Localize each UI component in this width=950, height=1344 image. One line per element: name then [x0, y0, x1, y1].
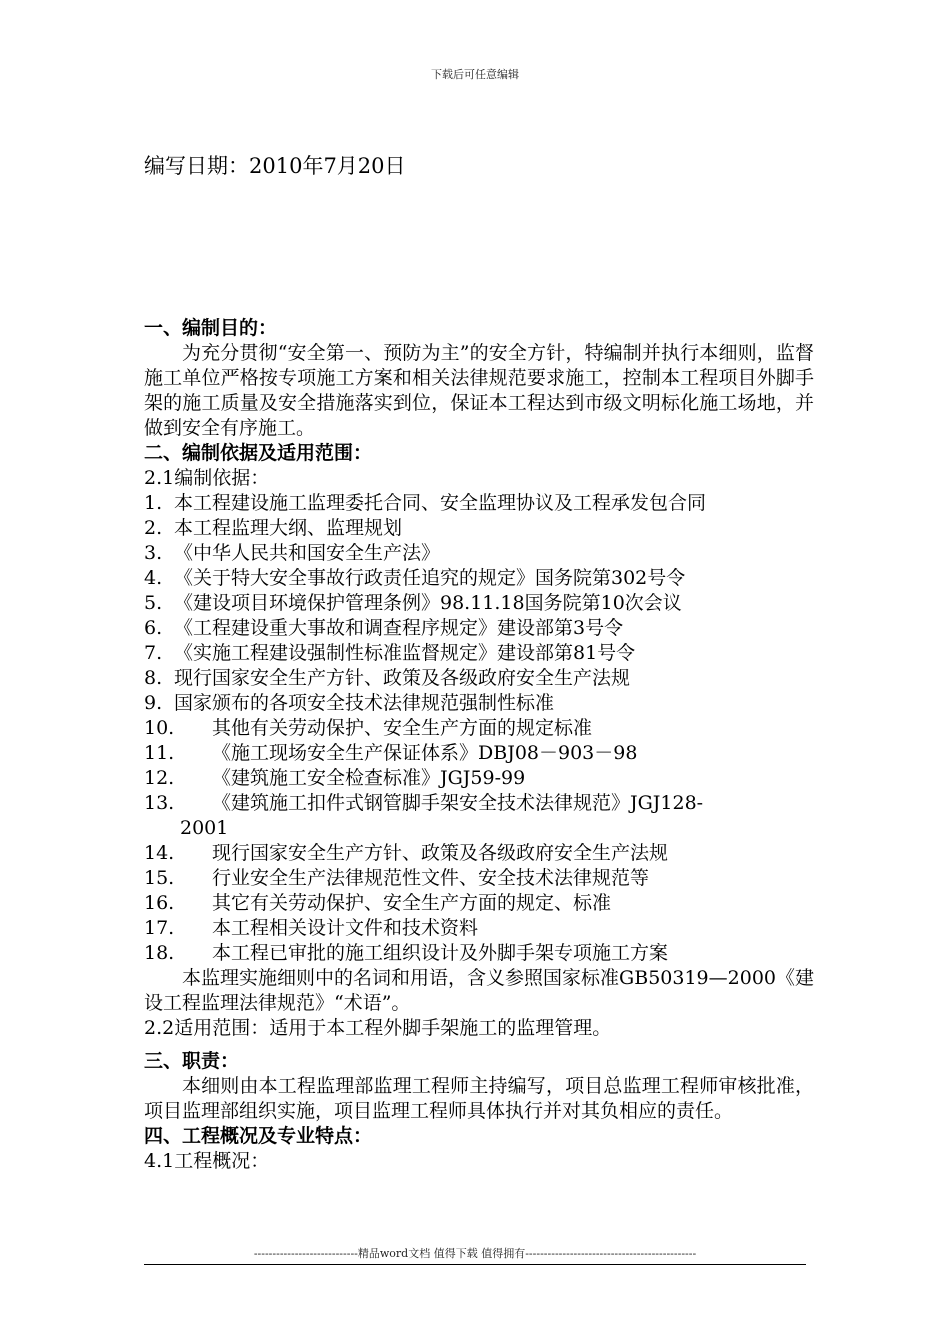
item-text: 本工程建设施工监理委托合同、安全监理协议及工程承发包合同 — [174, 492, 707, 514]
spacer — [144, 1041, 814, 1049]
item-number: 4. — [144, 567, 163, 589]
item-text: 本工程已审批的施工组织设计及外脚手架专项施工方案 — [212, 942, 669, 964]
item-text: 《工程建设重大事故和调查程序规定》建设部第3号令 — [174, 617, 624, 639]
item-number: 10. — [144, 717, 175, 739]
item-text: 《中华人民共和国安全生产法》 — [174, 542, 441, 564]
list-item — [144, 741, 814, 766]
item-text: 《实施工程建设强制性标准监督规定》建设部第81号令 — [174, 642, 636, 664]
item-text: 其他有关劳动保护、安全生产方面的规定标准 — [212, 717, 593, 739]
item-text: 《建筑施工扣件式钢管脚手架安全技术法律规范》JGJ128- — [212, 792, 704, 814]
item-number: 8. — [144, 667, 163, 689]
item-number: 5. — [144, 592, 163, 614]
item-number: 18. — [144, 942, 175, 964]
section-2-2-scope: 2.2适用范围：适用于本工程外脚手架施工的监理管理。 — [144, 1017, 612, 1039]
item-text: 现行国家安全生产方针、政策及各级政府安全生产法规 — [212, 842, 669, 864]
item-number: 17. — [144, 917, 175, 939]
section-3-heading: 三、职责： — [144, 1050, 240, 1072]
list-item — [144, 791, 814, 841]
list-item — [144, 716, 814, 741]
item-text: 其它有关劳动保护、安全生产方面的规定、标准 — [212, 892, 612, 914]
item-text: 《施工现场安全生产保证体系》DBJ08－903－98 — [212, 742, 638, 764]
footer-divider — [144, 1264, 806, 1265]
item-text: 本工程相关设计文件和技术资料 — [212, 917, 479, 939]
section-2-heading: 二、编制依据及适用范围： — [144, 442, 373, 464]
basis-list — [144, 491, 814, 966]
item-text: 本工程监理大纲、监理规划 — [174, 517, 403, 539]
list-item — [144, 866, 814, 891]
document-body — [144, 316, 814, 1174]
item-number: 14. — [144, 842, 175, 864]
item-number: 3. — [144, 542, 163, 564]
item-text: 《关于特大安全事故行政责任追究的规定》国务院第302号令 — [174, 567, 686, 589]
list-item — [144, 691, 814, 716]
item-number: 12. — [144, 767, 175, 789]
list-item — [144, 891, 814, 916]
item-number: 2. — [144, 517, 163, 539]
section-4-1-label: 4.1工程概况： — [144, 1150, 270, 1172]
list-item — [144, 566, 814, 591]
section-1-paragraph: 为充分贯彻“安全第一、预防为主”的安全方针，特编制并执行本细则，监督施工单位严格按专项施工方案和相关法律规范要求施工，控制本工程项目外脚手架的施工质量及安全措施落实到位，保证本工程达到市级文明标化施工场地，并做到安全有序施工。 — [144, 342, 814, 439]
section-1-heading: 一、编制目的： — [144, 317, 278, 339]
terminology-note: 本监理实施细则中的名词和用语，含义参照国家标准GB50319—2000《建设工程监理法律规范》“术语”。 — [144, 967, 814, 1014]
list-item — [144, 941, 814, 966]
item-number: 11. — [144, 742, 175, 764]
list-item — [144, 666, 814, 691]
list-item — [144, 591, 814, 616]
page-header: 下载后可任意编辑 — [431, 68, 519, 81]
list-item — [144, 641, 814, 666]
section-4-heading: 四、工程概况及专业特点： — [144, 1125, 373, 1147]
item-number: 7. — [144, 642, 163, 664]
list-item — [144, 841, 814, 866]
item-number: 16. — [144, 892, 175, 914]
item-text: 《建设项目环境保护管理条例》98.11.18国务院第10次会议 — [174, 592, 682, 614]
item-number: 15. — [144, 867, 175, 889]
item-number: 6. — [144, 617, 163, 639]
item-number: 9. — [144, 692, 163, 714]
item-text: 《建筑施工安全检查标准》JGJ59-99 — [212, 767, 526, 789]
list-item — [144, 616, 814, 641]
section-2-1-label: 2.1编制依据： — [144, 467, 270, 489]
list-item — [144, 766, 814, 791]
list-item — [144, 541, 814, 566]
item-number: 13. — [144, 792, 175, 814]
compile-date: 编写日期：2010年7月20日 — [144, 154, 406, 178]
item-text: 现行国家安全生产方针、政策及各级政府安全生产法规 — [174, 667, 631, 689]
item-text: 国家颁布的各项安全技术法律规范强制性标准 — [174, 692, 555, 714]
list-item — [144, 516, 814, 541]
list-item — [144, 491, 814, 516]
list-item — [144, 916, 814, 941]
section-3-paragraph: 本细则由本工程监理部监理工程师主持编写，项目总监理工程师审核批准，项目监理部组织实施，项目监理工程师具体执行并对其负相应的责任。 — [144, 1075, 814, 1122]
item-text-continuation: 2001 — [180, 817, 229, 839]
item-text: 行业安全生产法律规范性文件、安全技术法律规范等 — [212, 867, 650, 889]
item-number: 1. — [144, 492, 163, 514]
page-footer: ----------------------------精品word文档 值得下载 值得拥有---------------------------------------------- — [253, 1247, 697, 1260]
